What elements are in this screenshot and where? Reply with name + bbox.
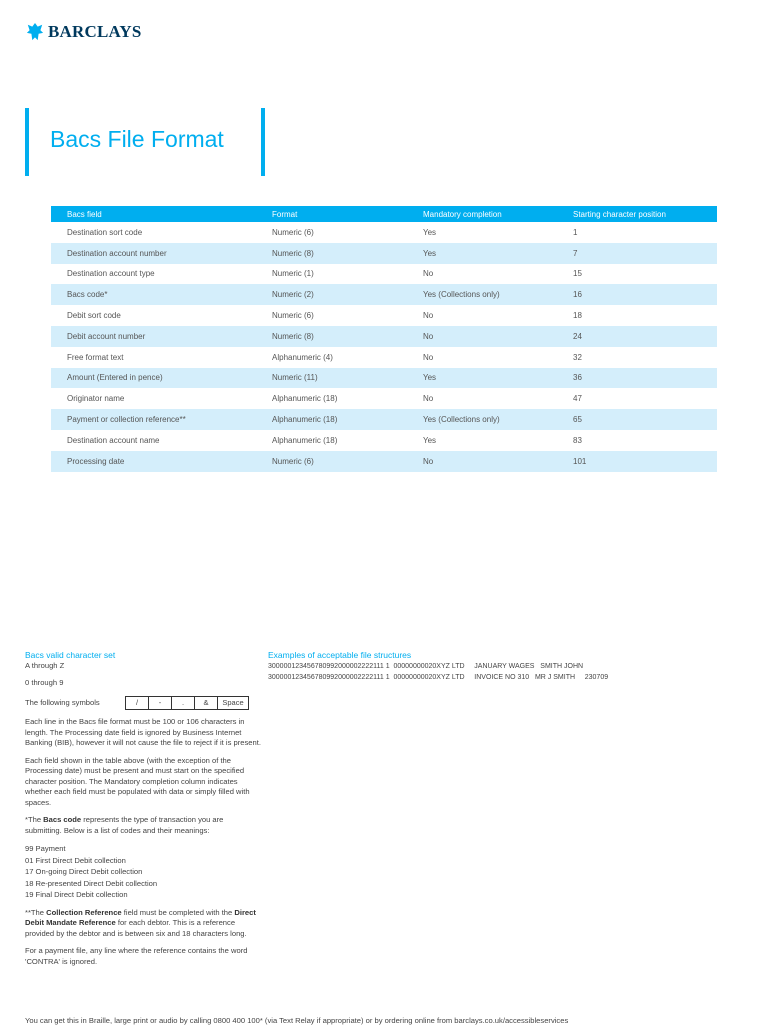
table-cell: Alphanumeric (18): [272, 394, 338, 404]
payment-note: For a payment file, any line where the reference contains the word 'CONTRA' is ignored.: [25, 946, 248, 966]
reference-note: [25, 908, 261, 940]
table-row: [51, 284, 717, 305]
table-row: [51, 222, 717, 243]
table-cell: Numeric (6): [256, 451, 407, 472]
bacs-code-note: [25, 815, 261, 836]
table-cell: 7: [557, 243, 717, 264]
table-cell: Debit account number: [51, 326, 256, 347]
table-cell: Yes: [423, 227, 437, 237]
symbols-box: [125, 696, 249, 711]
table-cell: Alphanumeric (18): [272, 435, 338, 445]
table-row: [51, 305, 717, 326]
table-cell: Processing date: [51, 451, 256, 472]
table-cell: 16: [557, 284, 717, 305]
code-item: 01 First Direct Debit collection: [25, 855, 126, 865]
code-item: 19 Final Direct Debit collection: [25, 890, 128, 899]
table-cell: No: [423, 311, 434, 321]
brand-name: BARCLAYS: [48, 22, 142, 41]
page-title: Bacs File Format: [50, 126, 224, 152]
table-cell: No: [423, 269, 434, 279]
codes-list: [25, 843, 261, 901]
eagle-icon: [26, 22, 44, 42]
column-header: Format: [256, 206, 407, 222]
accessibility-footer: You can get this in Braille, large print or audio by calling 0800 400 100* (via Text Relay if appropriate) or by ordering online from barclays.co.uk/accessibleservices: [25, 1016, 569, 1025]
symbol-cell: -: [149, 697, 172, 710]
table-cell: Amount (Entered in pence): [51, 368, 256, 389]
examples-section: [268, 650, 738, 683]
table-cell: Yes: [423, 435, 437, 445]
column-header: Starting character position: [557, 206, 717, 222]
note-bold: Collection Reference: [46, 907, 122, 917]
examples-heading: Examples of acceptable file structures: [268, 650, 412, 660]
charset-section: [25, 650, 261, 974]
column-header: Mandatory completion: [407, 206, 557, 222]
table-cell: 15: [573, 269, 582, 279]
table-cell: No: [423, 394, 434, 404]
table-cell: No: [407, 451, 557, 472]
table-cell: Yes: [407, 243, 557, 264]
table-row: [51, 409, 717, 430]
table-cell: Alphanumeric (4): [272, 352, 333, 362]
barclays-logo: [26, 22, 142, 42]
table-row: [51, 243, 717, 264]
symbol-cell: Space: [222, 697, 244, 707]
table-cell: Destination account number: [51, 243, 256, 264]
table-cell: Destination account type: [67, 269, 155, 279]
table-cell: 18: [573, 311, 582, 321]
example-line: 300000123456780992000002222111 1 00000000020XYZ LTD JANUARY WAGES SMITH JOHN: [268, 663, 584, 670]
table-row: [51, 388, 717, 409]
table-cell: 65: [557, 409, 717, 430]
note-bold: Direct Debit Mandate Reference: [25, 907, 256, 927]
table-cell: Numeric (1): [272, 269, 314, 279]
table-cell: Originator name: [67, 394, 125, 404]
table-cell: No: [423, 352, 434, 362]
table-cell: Debit sort code: [67, 311, 121, 321]
table-cell: Numeric (6): [272, 311, 314, 321]
table-cell: Payment or collection reference**: [51, 409, 256, 430]
table-row: [51, 430, 717, 451]
table-cell: 101: [557, 451, 717, 472]
symbol-cell: &: [195, 697, 218, 710]
table-cell: 24: [557, 326, 717, 347]
table-cell: 83: [573, 435, 582, 445]
table-row: [51, 451, 717, 472]
symbols-row: [25, 696, 261, 711]
symbol-cell: /: [126, 697, 149, 710]
code-item: 99 Payment: [25, 844, 66, 853]
line-length-paragraph: Each line in the Bacs file format must be 100 or 106 characters in length. The Processing date field is ignored by Business Internet Banking (BIB), however it will not cause the file to reject if it is present.: [25, 717, 261, 747]
table-cell: 36: [557, 368, 717, 389]
note-text: **The: [25, 907, 47, 917]
table-cell: 47: [573, 394, 582, 404]
symbols-label: The following symbols: [25, 697, 100, 707]
table-cell: 32: [573, 352, 582, 362]
table-cell: Yes (Collections only): [407, 284, 557, 305]
table-cell: Numeric (6): [272, 227, 314, 237]
example-line: 300000123456780992000002222111 1 00000000020XYZ LTD INVOICE NO 310 MR J SMITH 230709: [268, 674, 609, 681]
table-cell: Yes (Collections only): [407, 409, 557, 430]
code-item: 17 On-going Direct Debit collection: [25, 867, 143, 876]
table-row: [51, 326, 717, 347]
table-cell: Destination sort code: [67, 227, 143, 237]
table-cell: Yes: [407, 368, 557, 389]
bacs-format-table: [51, 206, 717, 472]
charset-line: A through Z: [25, 660, 65, 670]
table-cell: Numeric (8): [256, 326, 407, 347]
note-text: field must be completed with the: [121, 907, 235, 917]
column-header: Bacs field: [51, 206, 256, 222]
table-row: [51, 347, 717, 368]
table-header-row: [51, 206, 717, 222]
table-cell: Free format text: [67, 352, 124, 362]
title-bar-right: [261, 108, 265, 176]
table-cell: Numeric (2): [256, 284, 407, 305]
note-text: for each debtor. This is a reference provided by the debtor and is between six and 18 characters long.: [25, 918, 247, 938]
symbol-cell: .: [172, 697, 195, 710]
table-cell: Bacs code*: [51, 284, 256, 305]
table-cell: Destination account name: [67, 435, 160, 445]
table-row: [51, 368, 717, 389]
charset-line: 0 through 9: [25, 678, 64, 687]
note-bold: Bacs code: [43, 815, 82, 824]
note-text: *The: [25, 815, 44, 824]
charset-heading: Bacs valid character set: [25, 650, 116, 660]
note-text: represents the type of transaction you are submitting. Below is a list of codes and their meanings:: [25, 815, 224, 835]
code-item: 18 Re-presented Direct Debit collection: [25, 878, 158, 888]
title-bar-left: [25, 108, 29, 176]
table-cell: Numeric (11): [256, 368, 407, 389]
table-cell: Numeric (8): [256, 243, 407, 264]
field-position-paragraph: Each field shown in the table above (with the exception of the Processing date) must be present and must start on the specified character position. The Mandatory completion column indicates whether each field must be populated with data or simply filled with spaces.: [25, 755, 250, 807]
table-row: [51, 264, 717, 285]
table-cell: Alphanumeric (18): [256, 409, 407, 430]
table-cell: 1: [573, 227, 578, 237]
table-cell: No: [407, 326, 557, 347]
